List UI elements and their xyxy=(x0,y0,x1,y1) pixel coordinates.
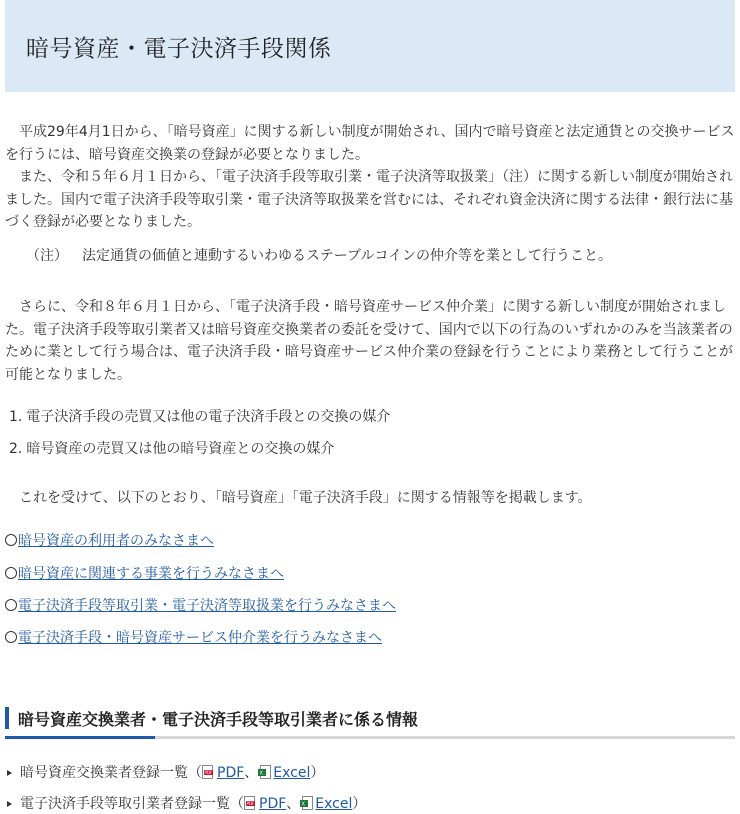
note-mark: （注） xyxy=(26,248,68,264)
link-item xyxy=(5,563,284,583)
excel-icon xyxy=(300,796,313,810)
list-item xyxy=(9,406,390,426)
excel-icon xyxy=(258,765,271,779)
link-crypto-business[interactable]: 暗号資産に関連する事業を行うみなさまへ xyxy=(18,566,284,582)
list-item xyxy=(7,762,324,782)
separator: 、 xyxy=(244,765,259,781)
paren-open: （ xyxy=(230,796,244,812)
section-heading xyxy=(5,704,735,740)
link-intermediary-business[interactable]: 電子決済手段・暗号資産サービス仲介業を行うみなさまへ xyxy=(18,630,382,646)
intro-paragraph-3: さらに、令和８年６月１日から、「電子決済手段・暗号資産サービス仲介業」に関する新しい制度が開始されました。電子決済手段等取引業者又は暗号資産交換業者の委託を受けて、国内で以下の行為のいずれかのみを当該業者のために業として行う場合は、電子決済手段・暗号資産サービス仲介業の登録を行うことにより業務として行うことが可能となりました。 xyxy=(5,299,733,383)
svg-text:X: X xyxy=(259,770,264,777)
intro-paragraph-2: また、令和５年６月１日から、「電子決済手段等取引業・電子決済等取扱業」（注）に関する新しい制度が開始されました。国内で電子決済手段等取引業・電子決済等取扱業を営むには、それぞれ資金決済に関する法律・銀行法に基づく登録が必要となりました。 xyxy=(5,169,733,230)
pdf-icon xyxy=(202,765,215,779)
item-label: 電子決済手段等取引業者登録一覧 xyxy=(20,796,230,812)
list-text: 電子決済手段の売買又は他の電子決済手段との交換の媒介 xyxy=(26,409,391,425)
svg-text:PDF: PDF xyxy=(246,801,255,807)
pdf-link[interactable]: PDF xyxy=(259,796,287,812)
circle-bullet-icon xyxy=(5,599,17,611)
section-underline-accent xyxy=(5,736,155,739)
note xyxy=(26,245,612,265)
list-number: 2. xyxy=(9,441,23,457)
circle-bullet-icon xyxy=(5,534,17,546)
intro-paragraph-4: これを受けて、以下のとおり、「暗号資産」「電子決済手段」に関する情報等を掲載します。 xyxy=(19,490,592,506)
paren-close: ） xyxy=(310,765,325,781)
pdf-icon xyxy=(244,796,257,810)
link-crypto-users[interactable]: 暗号資産の利用者のみなさまへ xyxy=(18,533,214,549)
section-heading-bar xyxy=(5,707,9,729)
circle-bullet-icon xyxy=(5,567,17,579)
paren-open: （ xyxy=(188,765,202,781)
svg-text:PDF: PDF xyxy=(204,770,213,776)
section-title: 暗号資産交換業者・電子決済手段等取引業者に係る情報 xyxy=(18,710,419,729)
link-item xyxy=(5,627,382,647)
note-text: 法定通貨の価値と連動するいわゆるステーブルコインの仲介等を業として行うこと。 xyxy=(82,248,613,264)
page-title: 暗号資産・電子決済手段関係 xyxy=(26,36,332,62)
excel-link[interactable]: Excel xyxy=(315,796,353,812)
svg-text:X: X xyxy=(301,801,306,808)
title-box xyxy=(5,0,735,92)
list-text: 暗号資産の売買又は他の暗号資産との交換の媒介 xyxy=(26,441,335,457)
triangle-bullet-icon xyxy=(7,770,12,776)
triangle-bullet-icon xyxy=(7,801,12,807)
list-item xyxy=(7,793,366,813)
paren-close: ） xyxy=(352,796,367,812)
separator: 、 xyxy=(286,796,301,812)
circle-bullet-icon xyxy=(5,631,17,643)
link-item xyxy=(5,530,214,550)
excel-link[interactable]: Excel xyxy=(273,765,311,781)
pdf-link[interactable]: PDF xyxy=(217,765,245,781)
list-item xyxy=(9,438,334,458)
link-item xyxy=(5,595,396,615)
intro-paragraph-1: 平成29年4月1日から、「暗号資産」に関する新しい制度が開始され、国内で暗号資産と法定通貨との交換サービスを行うには、暗号資産交換業の登録が必要となりました。 xyxy=(5,124,735,163)
link-epi-business[interactable]: 電子決済手段等取引業・電子決済等取扱業を行うみなさまへ xyxy=(18,598,396,614)
list-number: 1. xyxy=(9,409,23,425)
item-label: 暗号資産交換業者登録一覧 xyxy=(20,765,188,781)
